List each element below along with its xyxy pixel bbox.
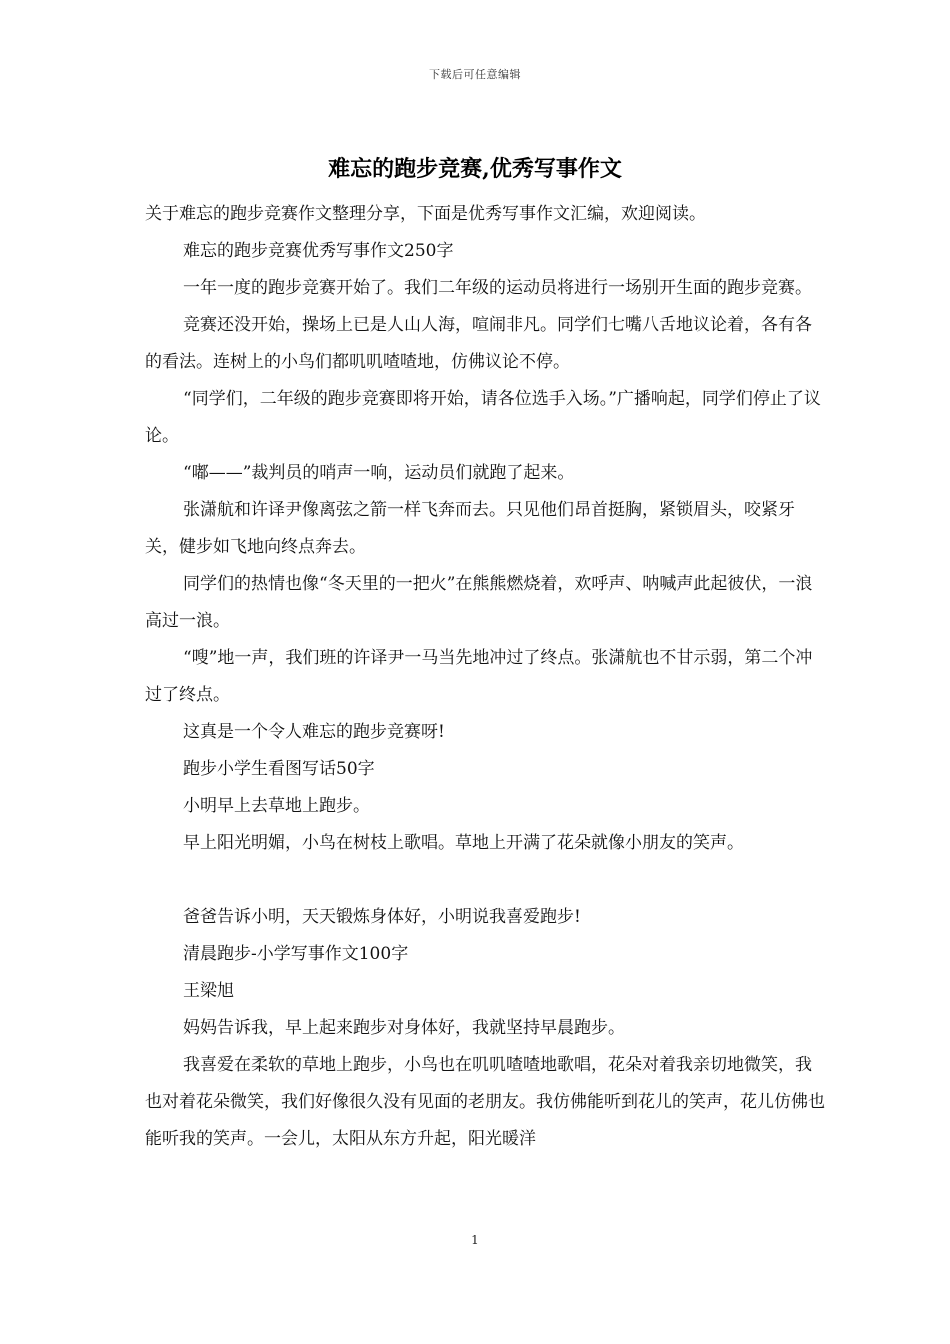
paragraph: 竞赛还没开始，操场上已是人山人海，喧闹非凡。同学们七嘴八舌地议论着，各有各的看法。连树上的小鸟们都叽叽喳喳地，仿佛议论不停。 — [145, 315, 812, 372]
paragraph: 这真是一个令人难忘的跑步竞赛呀! — [183, 722, 445, 742]
section-heading: 清晨跑步-小学写事作文100字 — [183, 944, 409, 964]
paragraph: 妈妈告诉我，早上起来跑步对身体好，我就坚持早晨跑步。 — [183, 1018, 625, 1038]
document-body — [145, 196, 825, 1158]
document-title: 难忘的跑步竞赛,优秀写事作文 — [328, 156, 622, 182]
paragraph: 我喜爱在柔软的草地上跑步，小鸟也在叽叽喳喳地歌唱，花朵对着我亲切地微笑，我也对着花朵微笑，我们好像很久没有见面的老朋友。我仿佛能听到花儿的笑声，花儿仿佛也能听我的笑声。一会儿，太阳从东方升起，阳光暖洋 — [145, 1055, 825, 1149]
paragraph: 关于难忘的跑步竞赛作文整理分享，下面是优秀写事作文汇编，欢迎阅读。 — [145, 204, 706, 224]
paragraph: 张潇航和许译尹像离弦之箭一样飞奔而去。只见他们昂首挺胸，紧锁眉头，咬紧牙关，健步如飞地向终点奔去。 — [145, 500, 795, 557]
paragraph: “嗖”地一声，我们班的许译尹一马当先地冲过了终点。张潇航也不甘示弱，第二个冲过了终点。 — [145, 648, 813, 705]
section-heading: 跑步小学生看图写话50字 — [183, 759, 375, 779]
page-header-note: 下载后可任意编辑 — [429, 68, 521, 81]
blank-line — [145, 862, 825, 899]
author-name: 王梁旭 — [183, 981, 234, 1001]
paragraph: 一年一度的跑步竞赛开始了。我们二年级的运动员将进行一场别开生面的跑步竞赛。 — [183, 278, 812, 298]
paragraph: “同学们，二年级的跑步竞赛即将开始，请各位选手入场。”广播响起，同学们停止了议论。 — [145, 389, 821, 446]
paragraph: 小明早上去草地上跑步。 — [183, 796, 370, 816]
paragraph: 爸爸告诉小明，天天锻炼身体好，小明说我喜爱跑步! — [183, 907, 581, 927]
paragraph: “嘟——”裁判员的哨声一响，运动员们就跑了起来。 — [183, 463, 575, 483]
section-heading: 难忘的跑步竞赛优秀写事作文250字 — [183, 241, 454, 261]
page-number: 1 — [471, 1233, 479, 1247]
paragraph: 早上阳光明媚，小鸟在树枝上歌唱。草地上开满了花朵就像小朋友的笑声。 — [183, 833, 744, 853]
paragraph: 同学们的热情也像“冬天里的一把火”在熊熊燃烧着，欢呼声、呐喊声此起彼伏，一浪高过一浪。 — [145, 574, 813, 631]
